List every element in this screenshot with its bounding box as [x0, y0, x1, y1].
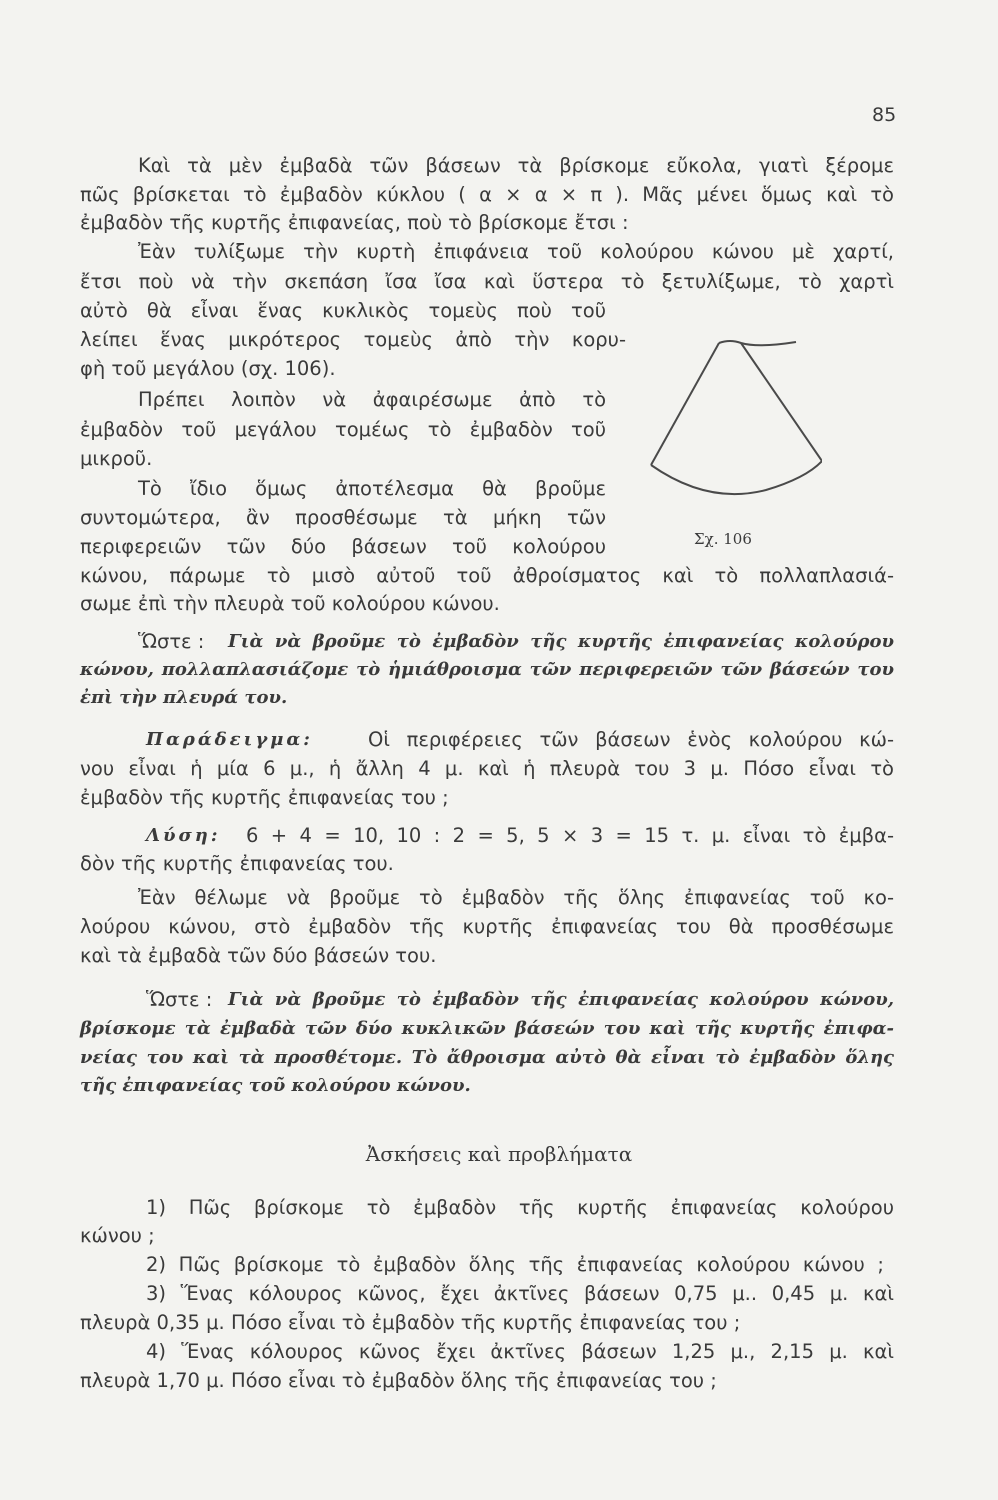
example-line-3: ἐμβαδὸν τῆς κυρτῆς ἐπιφανείας του ; — [80, 786, 449, 809]
para4-line-5: σωμε ἐπὶ τὴν πλευρὰ τοῦ κολούρου κώνου. — [80, 592, 500, 615]
para5-line-2: λούρου κώνου, στὸ ἐμβαδὸν τῆς κυρτῆς ἐπιφανείας του θὰ προσθέσωμε — [80, 915, 894, 938]
exercise-4-line-1: 4) Ἕνας κόλουρος κῶνος ἔχει ἀκτῖνες βάσεων 1,25 μ., 2,15 μ. καὶ — [146, 1340, 894, 1363]
rule2-line-3: νείας του καὶ τὰ προσθέτομε. Τὸ ἄθροισμα αὐτὸ θὰ εἶναι τὸ ἐμβαδὸν ὅλης — [80, 1047, 894, 1068]
para5-line-1: Ἐὰν θέλωμε νὰ βροῦμε τὸ ἐμβαδὸν τῆς ὅλης ἐπιφανείας τοῦ κο- — [138, 886, 894, 909]
solution-line-2: δὸν τῆς κυρτῆς ἐπιφανείας του. — [80, 852, 394, 875]
para1-line-1: Καὶ τὰ μὲν ἐμβαδὰ τῶν βάσεων τὰ βρίσκομε εὔκολα, γιατὶ ξέρομε — [138, 154, 894, 177]
exercise-3-line-1: 3) Ἕνας κόλουρος κῶνος, ἔχει ἀκτῖνες βάσεων 0,75 μ.. 0,45 μ. καὶ — [146, 1282, 894, 1305]
para4-line-4: κώνου, πάρωμε τὸ μισὸ αὐτοῦ τοῦ ἀθροίσματος καὶ τὸ πολλαπλασιά- — [80, 564, 894, 587]
figure-caption: Σχ. 106 — [694, 530, 752, 548]
para3-line-1: Πρέπει λοιπὸν νὰ ἀφαιρέσωμε ἀπὸ τὸ — [138, 388, 606, 411]
rule1-prefix: Ὥστε : — [138, 630, 205, 653]
para5-line-3: καὶ τὰ ἐμβαδὰ τῶν δύο βάσεών του. — [80, 944, 437, 967]
rule2-line-2: βρίσκομε τὰ ἐμβαδὰ τῶν δύο κυκλικῶν βάσεών του καὶ τῆς κυρτῆς ἐπιφα- — [80, 1018, 894, 1039]
para2-line-4: λείπει ἕνας μικρότερος τομεὺς ἀπὸ τὴν κορυ- — [80, 328, 626, 351]
para2-line-5: φὴ τοῦ μεγάλου (σχ. 106). — [80, 357, 336, 380]
para3-line-2: ἐμβαδὸν τοῦ μεγάλου τομέως τὸ ἐμβαδὸν τοῦ — [80, 418, 606, 441]
page-number: 85 — [872, 104, 897, 126]
para4-line-1: Τὸ ἴδιο ὅμως ἀποτέλεσμα θὰ βροῦμε — [138, 477, 606, 500]
para1-line-3: ἐμβαδὸν τῆς κυρτῆς ἐπιφανείας, ποὺ τὸ βρίσκομε ἔτσι : — [80, 211, 629, 234]
para4-line-3: περιφερειῶν τῶν δύο βάσεων τοῦ κολούρου — [80, 535, 606, 558]
rule2-line-4: τῆς ἐπιφανείας τοῦ κολούρου κώνου. — [80, 1075, 471, 1096]
rule2-line-1: Γιὰ νὰ βροῦμε τὸ ἐμβαδὸν τῆς ἐπιφανείας κολούρου κώνου, — [228, 989, 894, 1010]
solution-label: Λύση: — [146, 825, 221, 846]
example-line-1: Οἱ περιφέρειες τῶν βάσεων ἑνὸς κολούρου κώ- — [368, 728, 894, 751]
exercise-4-line-2: πλευρὰ 1,70 μ. Πόσο εἶναι τὸ ἐμβαδὸν ὅλης τῆς ἐπιφανείας του ; — [80, 1369, 717, 1392]
para2-line-2: ἔτσι ποὺ νὰ τὴν σκεπάση ἴσα ἴσα καὶ ὕστερα τὸ ξετυλίξωμε, τὸ χαρτὶ — [80, 270, 894, 293]
para1-line-2: πῶς βρίσκεται τὸ ἐμβαδὸν κύκλου ( α × α × π ). Μᾶς μένει ὅμως καὶ τὸ — [80, 183, 894, 206]
exercise-3-line-2: πλευρὰ 0,35 μ. Πόσο εἶναι τὸ ἐμβαδὸν τῆς κυρτῆς ἐπιφανείας του ; — [80, 1311, 741, 1334]
exercise-1-line-1: 1) Πῶς βρίσκομε τὸ ἐμβαδὸν τῆς κυρτῆς ἐπιφανείας κολούρου — [146, 1196, 894, 1219]
rule1-line-3: ἐπὶ τὴν πλευρά του. — [80, 687, 288, 708]
truncated-cone-development-figure — [646, 330, 822, 500]
para2-line-3: αὐτὸ θὰ εἶναι ἕνας κυκλικὸς τομεὺς ποὺ τοῦ — [80, 299, 606, 322]
exercise-1-line-2: κώνου ; — [80, 1224, 155, 1247]
exercise-2: 2) Πῶς βρίσκομε τὸ ἐμβαδὸν ὅλης τῆς ἐπιφανείας κολούρου κώνου ; — [146, 1253, 884, 1276]
example-line-2: νου εἶναι ἡ μία 6 μ., ἡ ἄλλη 4 μ. καὶ ἡ πλευρὰ του 3 μ. Πόσο εἶναι τὸ — [80, 757, 894, 780]
rule2-prefix: Ὥστε : — [146, 988, 213, 1011]
solution-line-1: 6 + 4 = 10, 10 : 2 = 5, 5 × 3 = 15 τ. μ. εἶναι τὸ ἐμβα- — [246, 824, 894, 847]
rule1-line-2: κώνου, πολλαπλασιάζομε τὸ ἡμιάθροισμα τῶν περιφερειῶν τῶν βάσεών του — [80, 659, 894, 680]
rule1-line-1: Γιὰ νὰ βροῦμε τὸ ἐμβαδὸν τῆς κυρτῆς ἐπιφανείας κολούρου — [228, 631, 894, 652]
example-label: Παράδειγμα: — [146, 729, 313, 750]
para4-line-2: συντομώτερα, ἂν προσθέσωμε τὰ μήκη τῶν — [80, 506, 606, 529]
section-heading: Ἀσκήσεις καὶ προβλήματα — [365, 1142, 633, 1166]
para2-line-1: Ἐὰν τυλίξωμε τὴν κυρτὴ ἐπιφάνεια τοῦ κολούρου κώνου μὲ χαρτί, — [138, 240, 894, 263]
para3-line-3: μικροῦ. — [80, 447, 153, 470]
